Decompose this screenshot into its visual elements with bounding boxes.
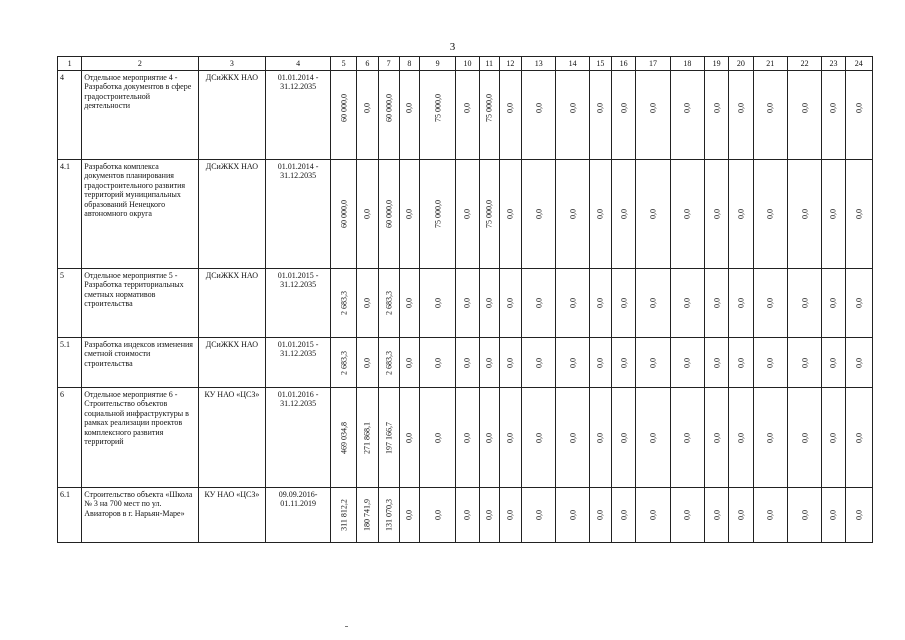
row-number-cell: 5.1 bbox=[58, 338, 82, 388]
amount-value: 60 000,0 bbox=[338, 93, 348, 122]
amount-cell bbox=[419, 160, 455, 269]
amount-value: 75 000,0 bbox=[484, 200, 494, 228]
amount-value: 0,0 bbox=[505, 102, 515, 113]
amount-cell bbox=[499, 269, 521, 338]
amount-value: 0,0 bbox=[736, 432, 746, 443]
amount-value: 131 070,3 bbox=[383, 499, 393, 531]
amount-cell bbox=[729, 71, 753, 160]
amount-value: 0,0 bbox=[567, 510, 577, 520]
amount-value: 0,0 bbox=[534, 102, 544, 113]
amount-cell bbox=[556, 488, 589, 543]
amount-value: 0,0 bbox=[432, 298, 442, 308]
amount-value: 0,0 bbox=[484, 432, 494, 443]
amount-cell bbox=[612, 388, 636, 488]
amount-cell bbox=[729, 269, 753, 338]
header-cell: 17 bbox=[636, 57, 670, 71]
amount-cell bbox=[499, 160, 521, 269]
header-cell: 18 bbox=[670, 57, 704, 71]
amount-value: 0,0 bbox=[799, 357, 809, 368]
amount-cell bbox=[330, 488, 356, 543]
header-cell: 24 bbox=[845, 57, 872, 71]
period-cell: 01.01.2016 - 31.12.2035 bbox=[266, 388, 331, 488]
amount-cell bbox=[479, 71, 499, 160]
amount-value: 75 000,0 bbox=[432, 200, 442, 228]
amount-value: 0,0 bbox=[828, 102, 838, 113]
header-cell: 22 bbox=[787, 57, 821, 71]
amount-cell bbox=[522, 388, 556, 488]
amount-value: 180 741,9 bbox=[362, 499, 372, 531]
budget-table bbox=[57, 56, 873, 543]
amount-value: 0,0 bbox=[682, 357, 692, 368]
amount-value: 469 034,8 bbox=[338, 421, 348, 454]
amount-value: 0,0 bbox=[567, 209, 577, 219]
table-row bbox=[58, 338, 873, 388]
amount-cell bbox=[787, 160, 821, 269]
table-row bbox=[58, 488, 873, 543]
amount-value: 0,0 bbox=[618, 102, 628, 113]
amount-value: 0,0 bbox=[595, 510, 605, 520]
amount-cell bbox=[399, 488, 419, 543]
amount-cell bbox=[612, 71, 636, 160]
amount-cell bbox=[845, 71, 872, 160]
amount-cell bbox=[729, 388, 753, 488]
amount-value: 0,0 bbox=[404, 510, 414, 520]
amount-value: 0,0 bbox=[765, 298, 775, 308]
amount-cell bbox=[636, 338, 670, 388]
amount-value: 0,0 bbox=[765, 209, 775, 219]
amount-cell bbox=[636, 488, 670, 543]
header-row bbox=[58, 57, 873, 71]
amount-value: 0,0 bbox=[505, 209, 515, 219]
amount-cell bbox=[753, 338, 787, 388]
amount-cell bbox=[845, 338, 872, 388]
header-cell: 12 bbox=[499, 57, 521, 71]
amount-cell bbox=[753, 388, 787, 488]
amount-value: 0,0 bbox=[618, 432, 628, 443]
amount-value: 75 000,0 bbox=[432, 93, 442, 122]
amount-value: 0,0 bbox=[711, 298, 721, 308]
amount-cell bbox=[479, 338, 499, 388]
amount-value: 0,0 bbox=[648, 102, 658, 113]
amount-value: 0,0 bbox=[462, 432, 472, 443]
amount-value: 0,0 bbox=[567, 102, 577, 113]
amount-cell bbox=[729, 338, 753, 388]
amount-value: 0,0 bbox=[534, 510, 544, 520]
amount-value: 0,0 bbox=[505, 432, 515, 443]
amount-value: 0,0 bbox=[711, 357, 721, 368]
amount-value: 75 000,0 bbox=[484, 93, 494, 122]
amount-cell bbox=[670, 160, 704, 269]
amount-cell bbox=[357, 488, 378, 543]
amount-value: 271 868,1 bbox=[362, 421, 372, 454]
amount-cell bbox=[822, 269, 845, 338]
amount-cell bbox=[330, 338, 356, 388]
amount-cell bbox=[522, 488, 556, 543]
amount-value: 0,0 bbox=[711, 510, 721, 520]
amount-value: 0,0 bbox=[462, 357, 472, 368]
amount-cell bbox=[479, 269, 499, 338]
amount-value: 0,0 bbox=[595, 432, 605, 443]
amount-value: 0,0 bbox=[534, 357, 544, 368]
amount-value: 0,0 bbox=[799, 209, 809, 219]
amount-value: 0,0 bbox=[618, 209, 628, 219]
header-cell: 19 bbox=[705, 57, 729, 71]
amount-cell bbox=[378, 71, 399, 160]
amount-cell bbox=[753, 71, 787, 160]
amount-value: 0,0 bbox=[765, 102, 775, 113]
amount-cell bbox=[522, 269, 556, 338]
amount-value: 0,0 bbox=[765, 510, 775, 520]
header-cell: 9 bbox=[419, 57, 455, 71]
amount-value: 0,0 bbox=[828, 298, 838, 308]
amount-value: 0,0 bbox=[595, 102, 605, 113]
amount-cell bbox=[499, 388, 521, 488]
amount-value: 0,0 bbox=[534, 209, 544, 219]
scan-mark bbox=[345, 626, 348, 627]
amount-value: 0,0 bbox=[505, 357, 515, 368]
amount-cell bbox=[419, 488, 455, 543]
header-cell: 2 bbox=[82, 57, 198, 71]
amount-cell bbox=[670, 388, 704, 488]
amount-cell bbox=[479, 160, 499, 269]
amount-cell bbox=[589, 269, 611, 338]
activity-name-cell: Отдельное мероприятие 6 - Строительство объектов социальной инфраструктуры в рамках реализации проектов комплексного развития территорий bbox=[82, 388, 198, 488]
amount-value: 0,0 bbox=[648, 432, 658, 443]
amount-value: 0,0 bbox=[567, 298, 577, 308]
amount-value: 0,0 bbox=[736, 510, 746, 520]
amount-value: 0,0 bbox=[854, 209, 864, 219]
amount-cell bbox=[636, 71, 670, 160]
amount-cell bbox=[589, 71, 611, 160]
amount-value: 0,0 bbox=[567, 432, 577, 443]
amount-cell bbox=[479, 488, 499, 543]
header-cell: 8 bbox=[399, 57, 419, 71]
amount-value: 0,0 bbox=[404, 102, 414, 113]
amount-value: 0,0 bbox=[828, 209, 838, 219]
amount-value: 0,0 bbox=[534, 432, 544, 443]
amount-cell bbox=[670, 338, 704, 388]
amount-cell bbox=[705, 269, 729, 338]
amount-cell bbox=[456, 71, 479, 160]
amount-value: 0,0 bbox=[736, 102, 746, 113]
header-cell: 10 bbox=[456, 57, 479, 71]
amount-value: 0,0 bbox=[682, 102, 692, 113]
amount-cell bbox=[556, 71, 589, 160]
executor-cell: ДСиЖКХ НАО bbox=[198, 71, 266, 160]
activity-name-cell: Отдельное мероприятие 4 - Разработка документов в сфере градостроительной деятельности bbox=[82, 71, 198, 160]
amount-cell bbox=[378, 388, 399, 488]
activity-name-cell: Разработка индексов изменения сметной стоимости строительства bbox=[82, 338, 198, 388]
amount-cell bbox=[456, 160, 479, 269]
activity-name-cell: Строительство объекта «Школа № 3 на 700 мест по ул. Авиаторов в г. Нарьян-Маре» bbox=[82, 488, 198, 543]
amount-value: 0,0 bbox=[854, 510, 864, 520]
header-cell: 14 bbox=[556, 57, 589, 71]
amount-cell bbox=[822, 388, 845, 488]
row-number-cell: 6 bbox=[58, 388, 82, 488]
amount-cell bbox=[522, 71, 556, 160]
period-cell: 09.09.2016-01.11.2019 bbox=[266, 488, 331, 543]
amount-value: 0,0 bbox=[648, 209, 658, 219]
amount-cell bbox=[845, 160, 872, 269]
amount-cell bbox=[330, 388, 356, 488]
amount-value: 0,0 bbox=[567, 357, 577, 368]
amount-cell bbox=[456, 338, 479, 388]
amount-value: 0,0 bbox=[404, 357, 414, 368]
executor-cell: ДСиЖКХ НАО bbox=[198, 338, 266, 388]
amount-value: 0,0 bbox=[618, 298, 628, 308]
amount-value: 0,0 bbox=[595, 209, 605, 219]
header-cell: 3 bbox=[198, 57, 266, 71]
amount-value: 0,0 bbox=[682, 510, 692, 520]
executor-cell: КУ НАО «ЦСЗ» bbox=[198, 388, 266, 488]
amount-cell bbox=[399, 71, 419, 160]
amount-cell bbox=[787, 269, 821, 338]
amount-cell bbox=[612, 269, 636, 338]
header-cell: 15 bbox=[589, 57, 611, 71]
amount-value: 0,0 bbox=[711, 209, 721, 219]
page-number: 3 bbox=[449, 41, 456, 53]
amount-value: 0,0 bbox=[682, 209, 692, 219]
amount-value: 0,0 bbox=[432, 432, 442, 443]
amount-value: 0,0 bbox=[854, 102, 864, 113]
period-cell: 01.01.2015 - 31.12.2035 bbox=[266, 338, 331, 388]
amount-cell bbox=[729, 160, 753, 269]
amount-cell bbox=[845, 269, 872, 338]
amount-cell bbox=[399, 269, 419, 338]
header-cell: 1 bbox=[58, 57, 82, 71]
amount-value: 0,0 bbox=[484, 357, 494, 368]
amount-cell bbox=[378, 160, 399, 269]
row-number-cell: 5 bbox=[58, 269, 82, 338]
table-row bbox=[58, 160, 873, 269]
table-row bbox=[58, 388, 873, 488]
amount-cell bbox=[822, 338, 845, 388]
amount-value: 0,0 bbox=[432, 510, 442, 520]
amount-cell bbox=[705, 71, 729, 160]
amount-cell bbox=[330, 160, 356, 269]
amount-value: 0,0 bbox=[854, 298, 864, 308]
amount-value: 311 812,2 bbox=[338, 499, 348, 531]
amount-cell bbox=[589, 488, 611, 543]
amount-cell bbox=[357, 160, 378, 269]
amount-cell bbox=[670, 488, 704, 543]
amount-value: 0,0 bbox=[828, 432, 838, 443]
table-row bbox=[58, 71, 873, 160]
amount-cell bbox=[787, 488, 821, 543]
amount-cell bbox=[419, 388, 455, 488]
header-cell: 16 bbox=[612, 57, 636, 71]
period-cell: 01.01.2015 - 31.12.2035 bbox=[266, 269, 331, 338]
amount-value: 2 683,3 bbox=[338, 291, 348, 315]
amount-value: 0,0 bbox=[736, 298, 746, 308]
amount-value: 0,0 bbox=[736, 357, 746, 368]
amount-cell bbox=[822, 160, 845, 269]
amount-cell bbox=[612, 338, 636, 388]
amount-cell bbox=[705, 160, 729, 269]
amount-cell bbox=[670, 269, 704, 338]
amount-value: 0,0 bbox=[799, 510, 809, 520]
amount-cell bbox=[330, 269, 356, 338]
row-number-cell: 4 bbox=[58, 71, 82, 160]
amount-value: 0,0 bbox=[854, 357, 864, 368]
amount-value: 0,0 bbox=[682, 432, 692, 443]
amount-value: 0,0 bbox=[648, 357, 658, 368]
amount-cell bbox=[845, 488, 872, 543]
amount-value: 0,0 bbox=[404, 298, 414, 308]
header-cell: 21 bbox=[753, 57, 787, 71]
amount-cell bbox=[399, 388, 419, 488]
amount-cell bbox=[479, 388, 499, 488]
amount-value: 0,0 bbox=[362, 209, 372, 219]
amount-cell bbox=[589, 338, 611, 388]
amount-value: 0,0 bbox=[682, 298, 692, 308]
amount-value: 0,0 bbox=[765, 432, 775, 443]
amount-cell bbox=[456, 269, 479, 338]
row-number-cell: 4.1 bbox=[58, 160, 82, 269]
amount-value: 0,0 bbox=[854, 432, 864, 443]
header-cell: 5 bbox=[330, 57, 356, 71]
amount-value: 0,0 bbox=[462, 510, 472, 520]
amount-value: 2 683,3 bbox=[383, 291, 393, 315]
table-row bbox=[58, 269, 873, 338]
amount-cell bbox=[522, 338, 556, 388]
amount-cell bbox=[399, 338, 419, 388]
amount-value: 0,0 bbox=[618, 357, 628, 368]
amount-cell bbox=[636, 388, 670, 488]
header-cell: 13 bbox=[522, 57, 556, 71]
amount-cell bbox=[589, 160, 611, 269]
amount-value: 0,0 bbox=[799, 432, 809, 443]
amount-cell bbox=[822, 488, 845, 543]
amount-value: 0,0 bbox=[404, 209, 414, 219]
amount-value: 0,0 bbox=[648, 510, 658, 520]
executor-cell: ДСиЖКХ НАО bbox=[198, 269, 266, 338]
amount-cell bbox=[636, 160, 670, 269]
amount-cell bbox=[753, 160, 787, 269]
header-cell: 6 bbox=[357, 57, 378, 71]
amount-value: 0,0 bbox=[484, 298, 494, 308]
amount-value: 0,0 bbox=[736, 209, 746, 219]
amount-cell bbox=[556, 338, 589, 388]
amount-value: 0,0 bbox=[362, 298, 372, 308]
amount-value: 60 000,0 bbox=[383, 200, 393, 228]
amount-cell bbox=[753, 488, 787, 543]
amount-cell bbox=[330, 71, 356, 160]
amount-cell bbox=[378, 488, 399, 543]
amount-cell bbox=[456, 388, 479, 488]
amount-value: 0,0 bbox=[534, 298, 544, 308]
amount-cell bbox=[787, 388, 821, 488]
amount-cell bbox=[499, 338, 521, 388]
activity-name-cell: Разработка комплекса документов планирования градостроительного развития территорий муниципальных образований Ненецкого автономного округа bbox=[82, 160, 198, 269]
activity-name-cell: Отдельное мероприятие 5 - Разработка территориальных сметных нормативов строительства bbox=[82, 269, 198, 338]
amount-value: 197 166,7 bbox=[383, 421, 393, 454]
amount-cell bbox=[499, 71, 521, 160]
header-cell: 4 bbox=[266, 57, 331, 71]
amount-cell bbox=[419, 338, 455, 388]
executor-cell: ДСиЖКХ НАО bbox=[198, 160, 266, 269]
amount-cell bbox=[357, 71, 378, 160]
amount-value: 0,0 bbox=[404, 432, 414, 443]
amount-cell bbox=[822, 71, 845, 160]
amount-cell bbox=[636, 269, 670, 338]
amount-value: 0,0 bbox=[765, 357, 775, 368]
amount-cell bbox=[589, 388, 611, 488]
amount-cell bbox=[845, 388, 872, 488]
amount-value: 0,0 bbox=[828, 357, 838, 368]
amount-value: 0,0 bbox=[595, 298, 605, 308]
header-cell: 11 bbox=[479, 57, 499, 71]
amount-value: 0,0 bbox=[799, 102, 809, 113]
amount-value: 2 683,3 bbox=[338, 350, 348, 375]
amount-value: 0,0 bbox=[505, 298, 515, 308]
amount-cell bbox=[357, 269, 378, 338]
amount-cell bbox=[787, 71, 821, 160]
amount-cell bbox=[787, 338, 821, 388]
amount-cell bbox=[612, 488, 636, 543]
amount-cell bbox=[705, 338, 729, 388]
header-cell: 7 bbox=[378, 57, 399, 71]
amount-cell bbox=[499, 488, 521, 543]
amount-cell bbox=[522, 160, 556, 269]
amount-value: 0,0 bbox=[505, 510, 515, 520]
amount-value: 0,0 bbox=[362, 357, 372, 368]
header-cell: 23 bbox=[822, 57, 845, 71]
amount-value: 0,0 bbox=[711, 432, 721, 443]
amount-value: 2 683,3 bbox=[383, 350, 393, 375]
amount-cell bbox=[378, 338, 399, 388]
amount-value: 0,0 bbox=[484, 510, 494, 520]
period-cell: 01.01.2014 - 31.12.2035 bbox=[266, 71, 331, 160]
amount-value: 0,0 bbox=[462, 298, 472, 308]
amount-cell bbox=[729, 488, 753, 543]
amount-cell bbox=[399, 160, 419, 269]
amount-value: 0,0 bbox=[828, 510, 838, 520]
amount-cell bbox=[670, 71, 704, 160]
amount-value: 0,0 bbox=[462, 209, 472, 219]
amount-cell bbox=[419, 71, 455, 160]
amount-cell bbox=[378, 269, 399, 338]
amount-value: 60 000,0 bbox=[338, 200, 348, 228]
amount-value: 0,0 bbox=[462, 102, 472, 113]
amount-value: 60 000,0 bbox=[383, 93, 393, 122]
amount-cell bbox=[456, 488, 479, 543]
amount-cell bbox=[705, 488, 729, 543]
amount-cell bbox=[612, 160, 636, 269]
amount-cell bbox=[556, 388, 589, 488]
header-cell: 20 bbox=[729, 57, 753, 71]
amount-cell bbox=[556, 269, 589, 338]
amount-cell bbox=[419, 269, 455, 338]
amount-value: 0,0 bbox=[711, 102, 721, 113]
amount-value: 0,0 bbox=[595, 357, 605, 368]
amount-value: 0,0 bbox=[618, 510, 628, 520]
amount-cell bbox=[705, 388, 729, 488]
amount-cell bbox=[753, 269, 787, 338]
amount-cell bbox=[357, 388, 378, 488]
amount-value: 0,0 bbox=[362, 102, 372, 113]
amount-value: 0,0 bbox=[648, 298, 658, 308]
amount-cell bbox=[556, 160, 589, 269]
row-number-cell: 6.1 bbox=[58, 488, 82, 543]
amount-value: 0,0 bbox=[799, 298, 809, 308]
amount-value: 0,0 bbox=[432, 357, 442, 368]
period-cell: 01.01.2014 - 31.12.2035 bbox=[266, 160, 331, 269]
amount-cell bbox=[357, 338, 378, 388]
executor-cell: КУ НАО «ЦСЗ» bbox=[198, 488, 266, 543]
